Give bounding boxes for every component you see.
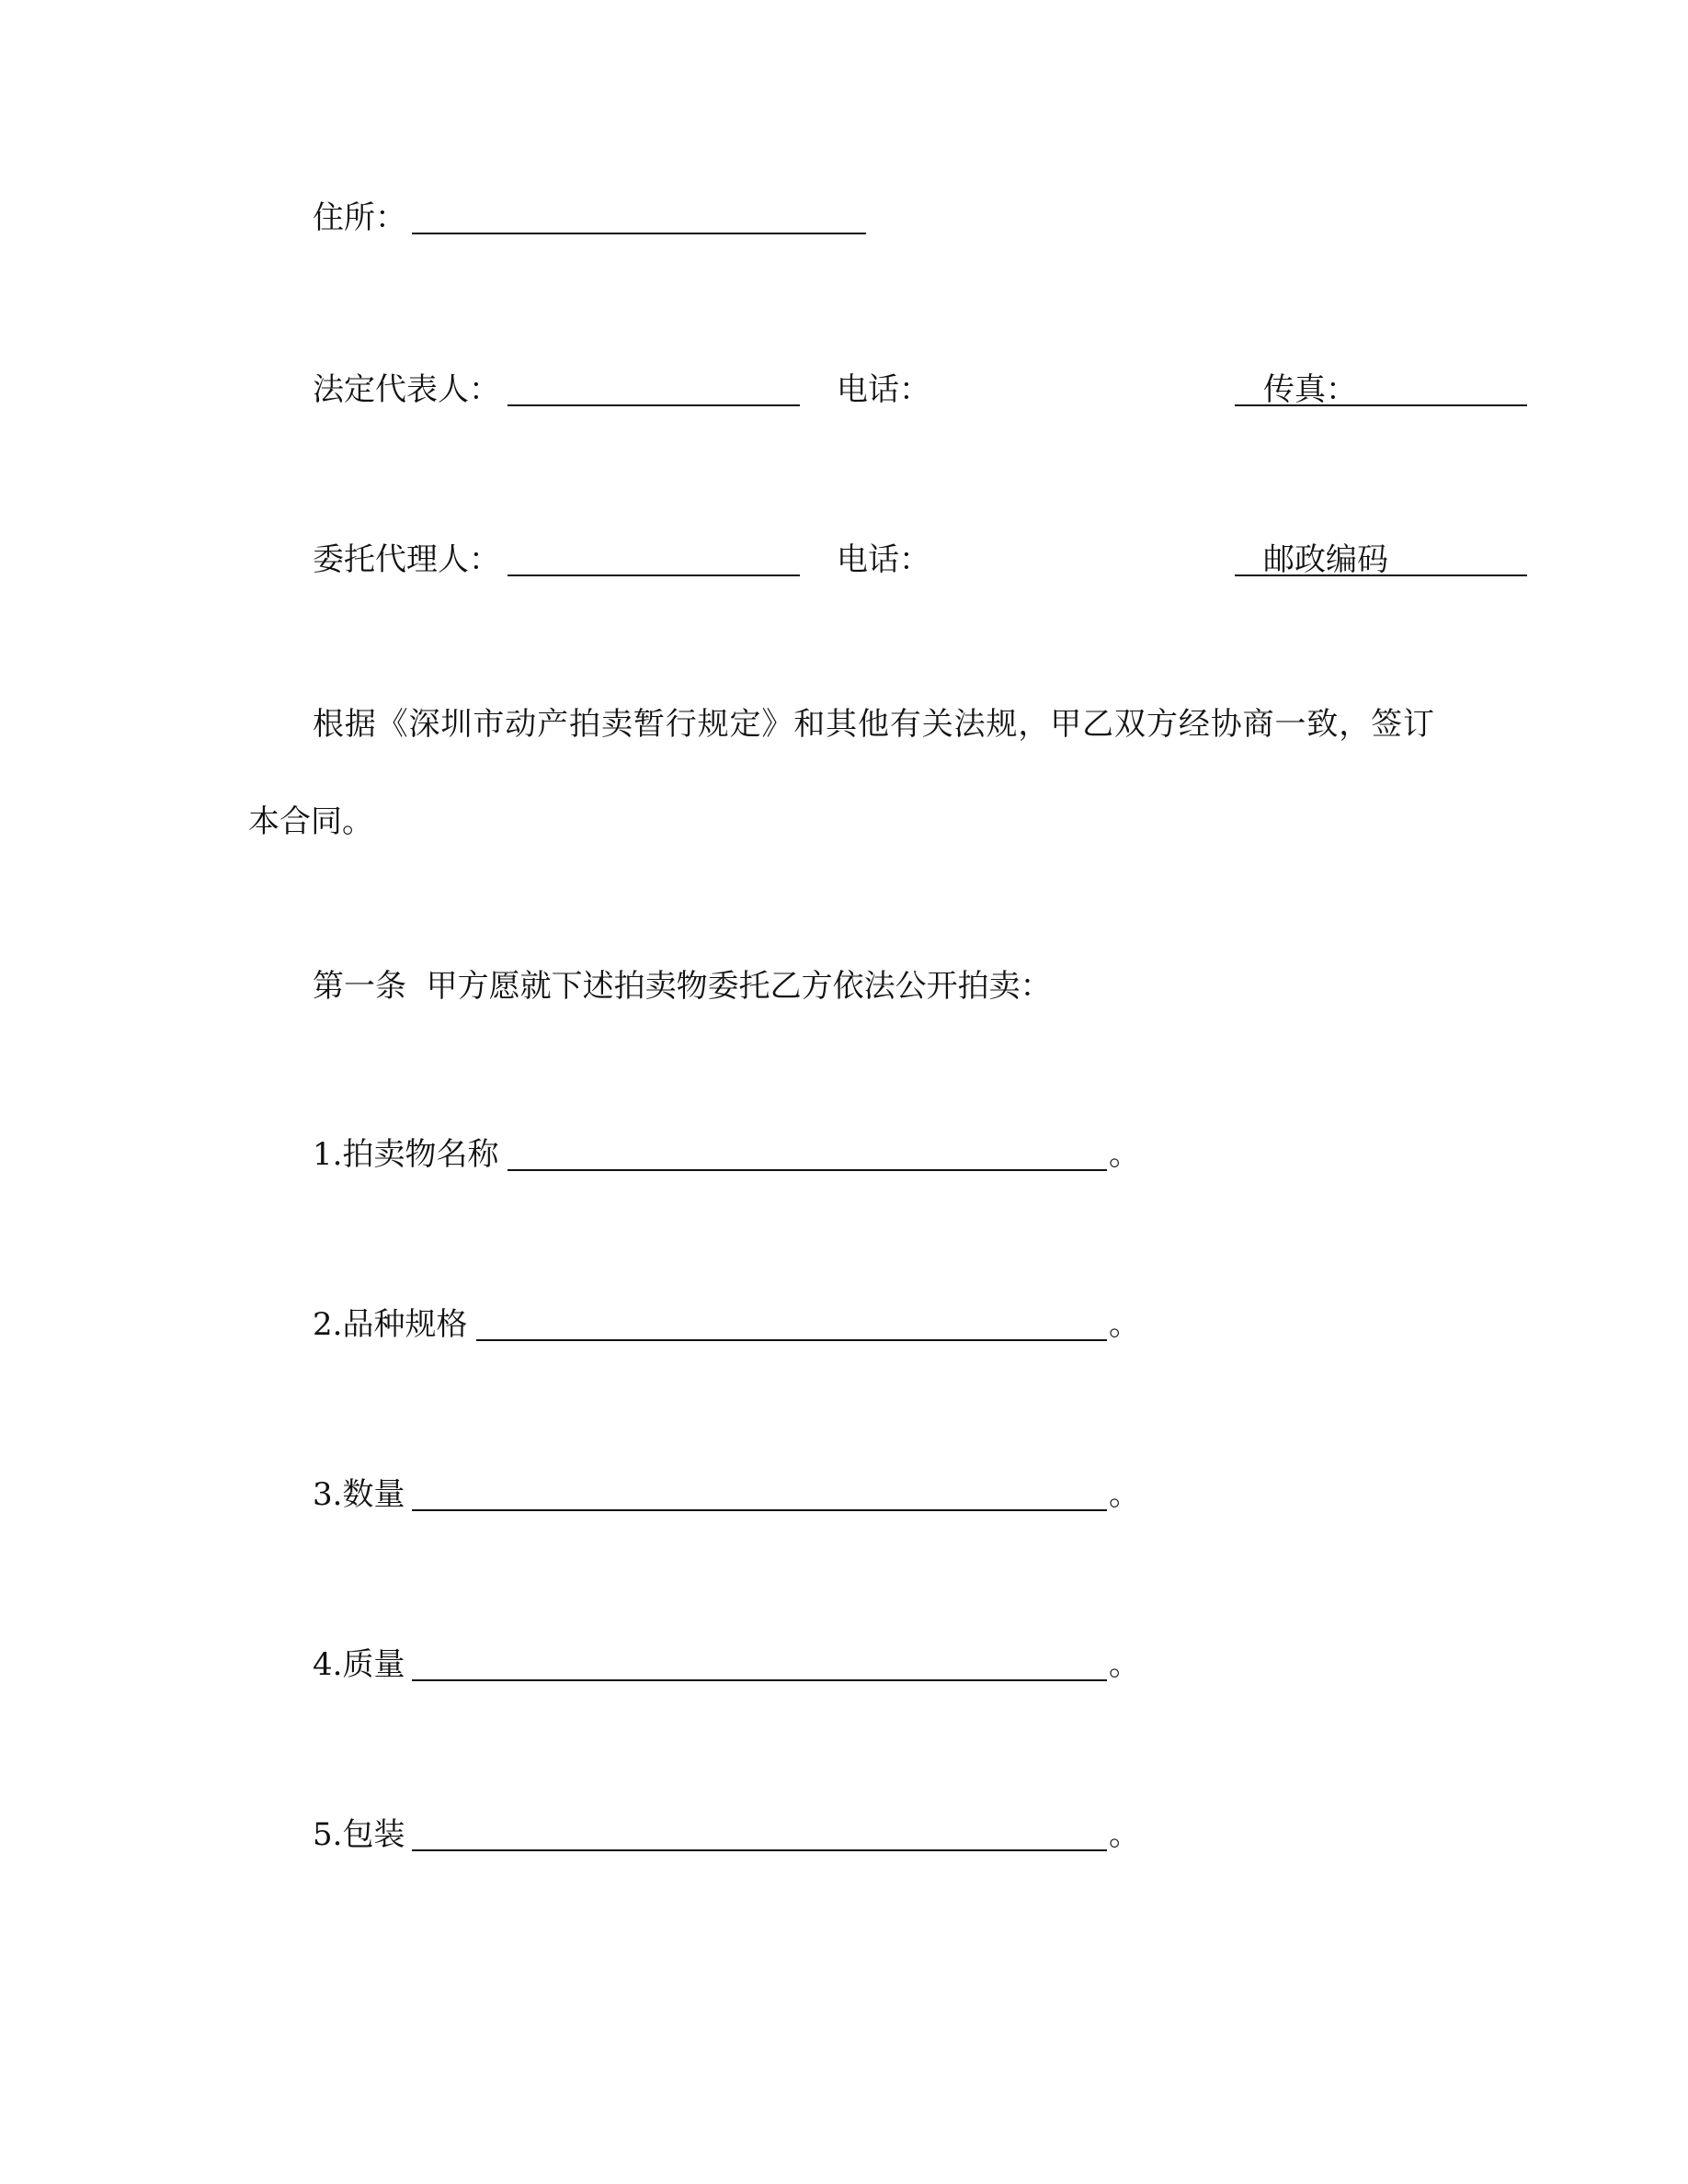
item-tail: 。	[1109, 1136, 1140, 1173]
item-label: 1.拍卖物名称	[313, 1136, 499, 1173]
item-label: 4.质量	[313, 1646, 405, 1683]
item-label: 3.数量	[313, 1476, 405, 1513]
article-1-text: 第一条 甲方愿就下述拍卖物委托乙方依法公开拍卖：	[313, 968, 1052, 1005]
list-item	[313, 1474, 1140, 1515]
item-blank[interactable]	[412, 1478, 1107, 1511]
phone-label: 电话：	[837, 541, 930, 578]
agent-label: 委托代理人：	[313, 541, 500, 578]
phone-label: 电话：	[837, 371, 930, 408]
item-tail: 。	[1109, 1646, 1140, 1683]
agent-line	[313, 540, 1388, 580]
list-item	[313, 1814, 1140, 1855]
item-tail: 。	[1109, 1816, 1140, 1853]
item-label: 2.品种规格	[313, 1306, 468, 1343]
address-blank[interactable]	[412, 201, 866, 234]
address-label: 住所：	[313, 199, 406, 236]
item-tail: 。	[1109, 1306, 1140, 1343]
item-blank[interactable]	[412, 1648, 1107, 1681]
list-item	[313, 1134, 1140, 1175]
basis-paragraph: 根据《深圳市动产拍卖暂行规定》和其他有关法规，甲乙双方经协商一致，签订本合同。	[248, 706, 1434, 840]
list-item	[313, 1644, 1140, 1685]
item-tail: 。	[1109, 1476, 1140, 1513]
legal-rep-blank[interactable]	[508, 373, 800, 406]
postcode-label: 邮政编码	[1263, 541, 1388, 578]
address-line	[313, 198, 767, 238]
legal-rep-label: 法定代表人：	[313, 371, 500, 408]
list-item	[313, 1304, 1140, 1345]
fax-label: 传真：	[1263, 371, 1357, 408]
item-label: 5.包装	[313, 1816, 405, 1853]
item-blank[interactable]	[476, 1308, 1107, 1341]
item-blank[interactable]	[412, 1818, 1107, 1851]
item-blank[interactable]	[508, 1138, 1107, 1171]
legal-rep-line	[313, 370, 1357, 410]
agent-blank[interactable]	[508, 543, 800, 576]
